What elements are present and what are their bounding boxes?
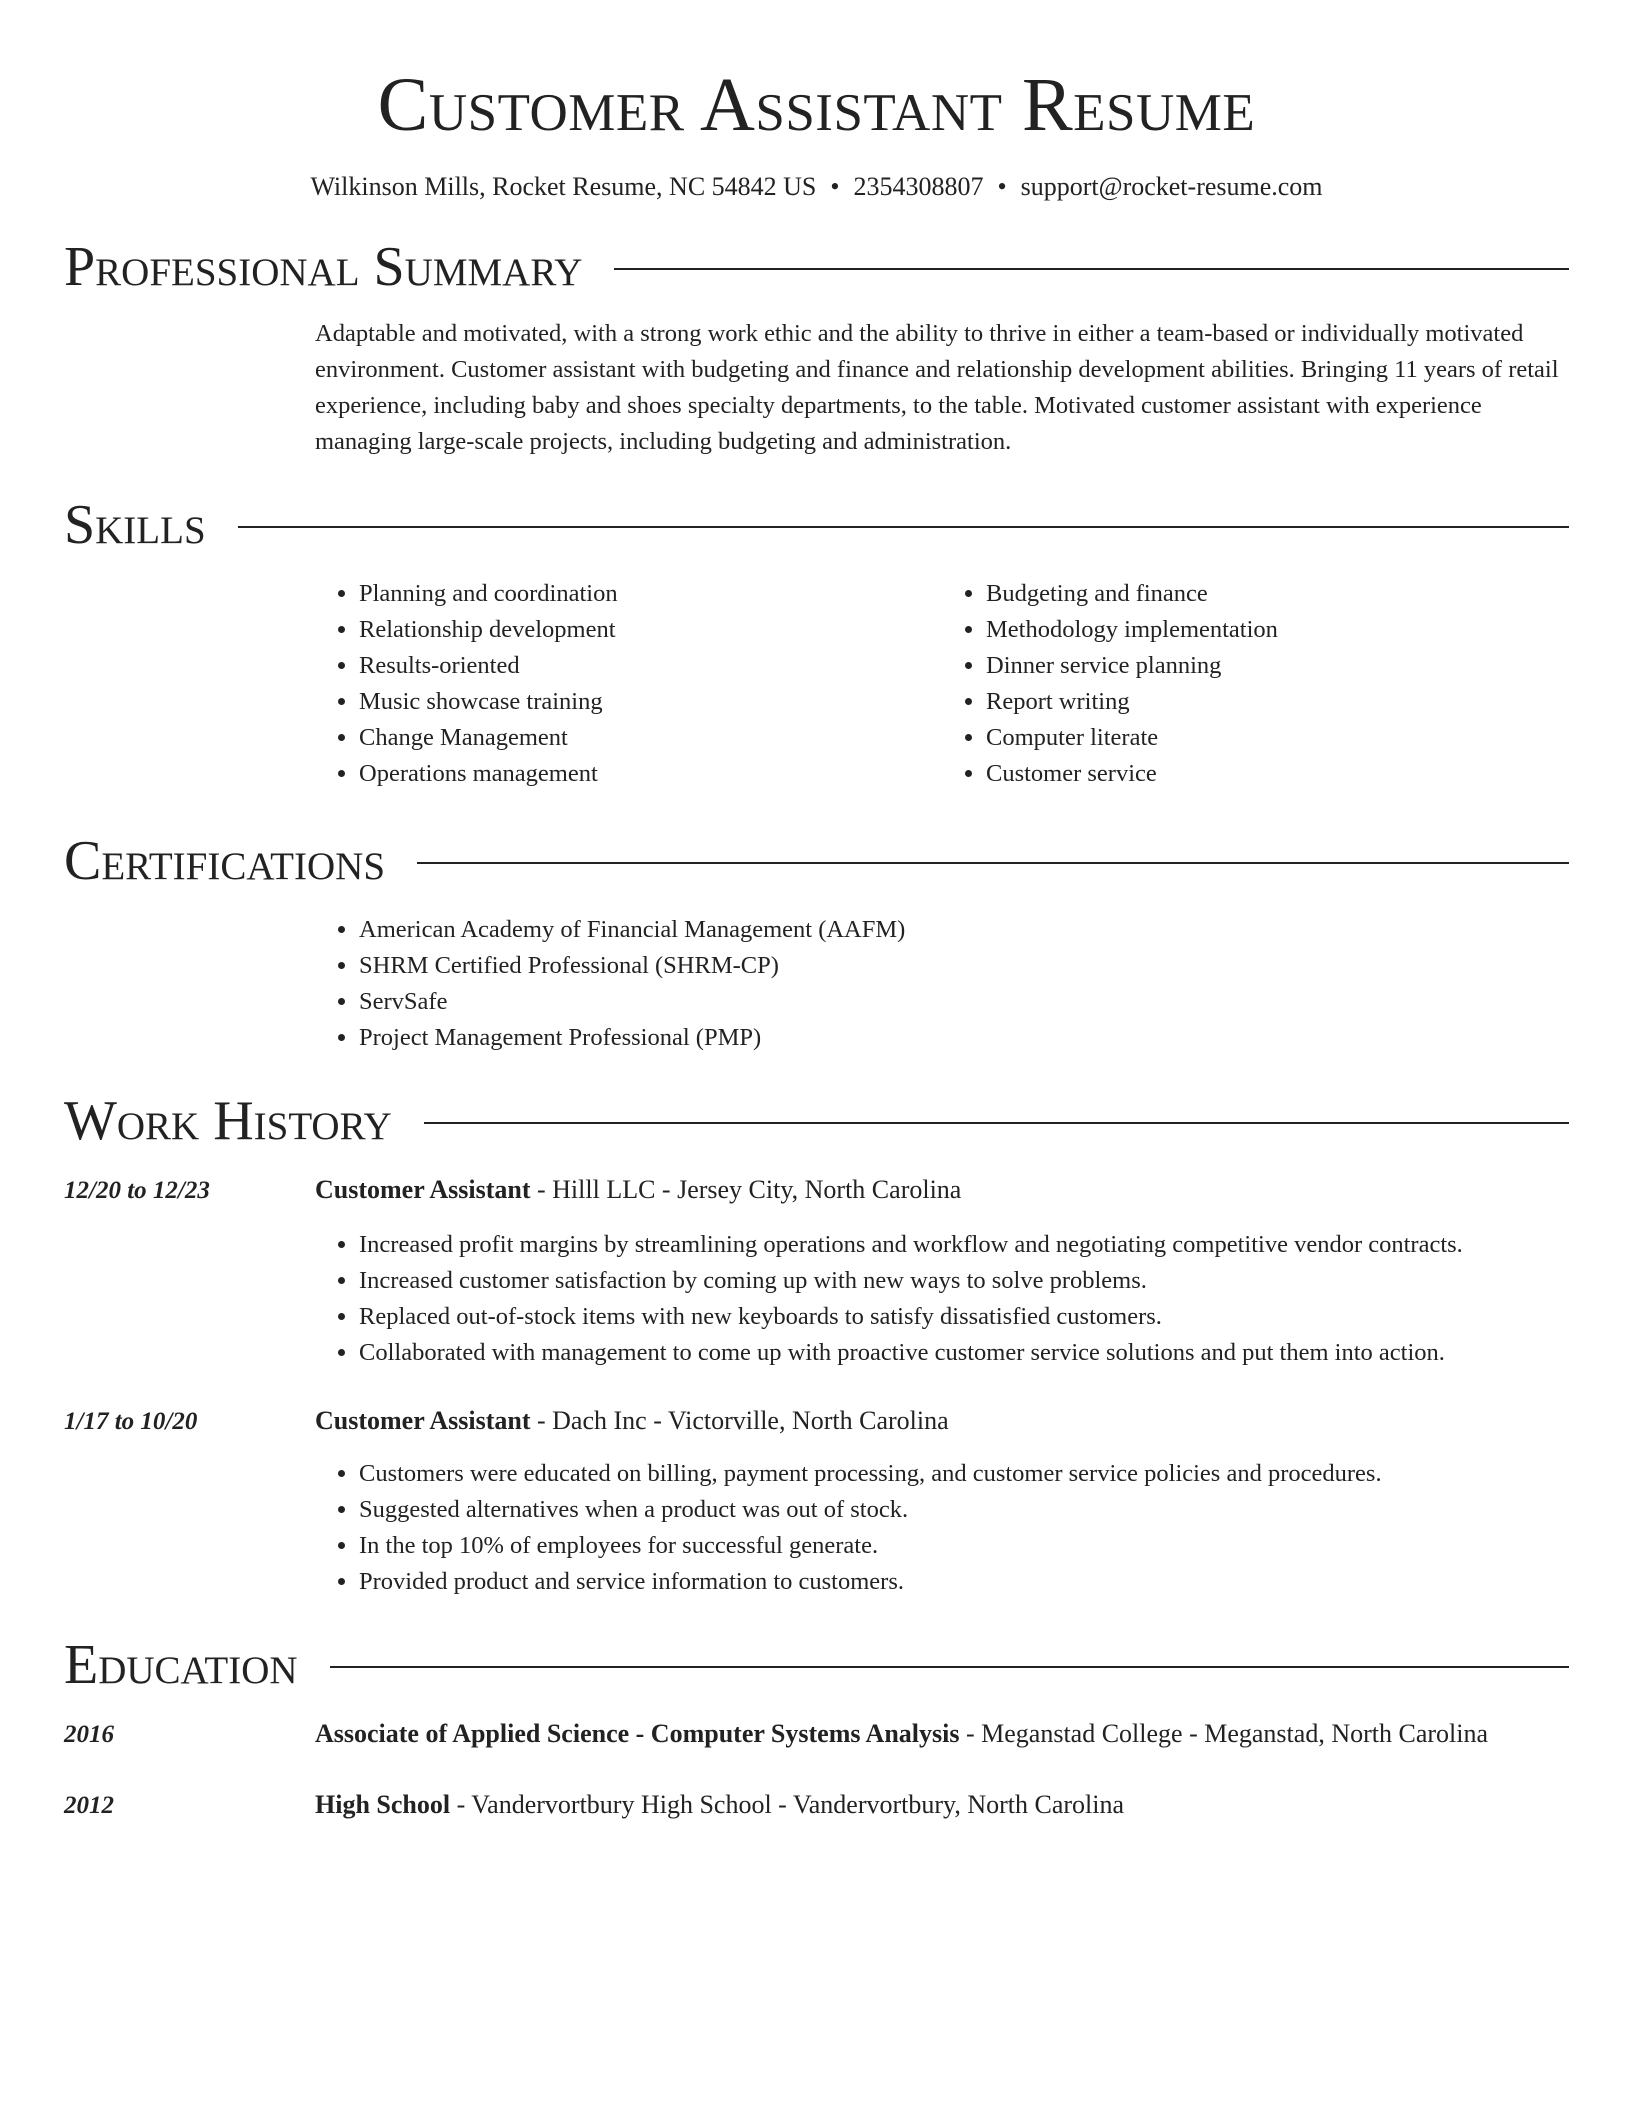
job-company-location: - Dach Inc - Victorville, North Carolina bbox=[530, 1406, 949, 1435]
section-header bbox=[64, 1630, 1569, 1700]
skill-item: • Operations management bbox=[359, 756, 942, 792]
job-bullets bbox=[315, 1227, 1569, 1371]
education-title-line bbox=[315, 1787, 1124, 1823]
section-divider bbox=[417, 862, 1569, 864]
skill-item: • Methodology implementation bbox=[986, 612, 1569, 648]
education-heading: Education bbox=[64, 1634, 298, 1696]
skills-body bbox=[315, 576, 1569, 792]
job-company-location: - Hilll LLC - Jersey City, North Carolina bbox=[530, 1175, 962, 1204]
skill-item: • Report writing bbox=[986, 684, 1569, 720]
skill-item: • Relationship development bbox=[359, 612, 942, 648]
skill-item: • Results-oriented bbox=[359, 648, 942, 684]
section-divider bbox=[614, 268, 1569, 270]
section-divider bbox=[330, 1666, 1569, 1668]
education-degree: Associate of Applied Science - Computer Systems Analysis bbox=[315, 1719, 960, 1748]
education-entry bbox=[64, 1716, 1569, 1753]
job-bullet: • Customers were educated on billing, payment processing, and customer service policies and procedures. bbox=[359, 1456, 1569, 1492]
job-bullet: • Collaborated with management to come up with proactive customer service solutions and put them into action. bbox=[359, 1335, 1569, 1371]
contact-line bbox=[64, 170, 1569, 204]
certifications-heading: Certifications bbox=[64, 830, 386, 892]
job-duties bbox=[315, 1227, 1569, 1371]
job-bullet: • In the top 10% of employees for successful generate. bbox=[359, 1528, 1569, 1564]
education-header bbox=[64, 1716, 1569, 1753]
skill-item: • Music showcase training bbox=[359, 684, 942, 720]
education-header bbox=[64, 1787, 1569, 1824]
section-divider bbox=[238, 526, 1569, 528]
job-dates: 1/17 to 10/20 bbox=[64, 1408, 198, 1435]
section-header bbox=[64, 1086, 1569, 1156]
certification-item: • SHRM Certified Professional (SHRM-CP) bbox=[359, 948, 1569, 984]
section-divider bbox=[424, 1122, 1569, 1124]
section-header bbox=[64, 232, 1569, 302]
skill-item: • Dinner service planning bbox=[986, 648, 1569, 684]
summary-heading: Professional Summary bbox=[64, 236, 583, 298]
skills-heading: Skills bbox=[64, 494, 206, 556]
summary-body bbox=[315, 316, 1569, 460]
section-header bbox=[64, 826, 1569, 896]
skills-list-left bbox=[315, 576, 942, 792]
education-section bbox=[64, 1630, 1569, 1824]
education-entry bbox=[64, 1787, 1569, 1824]
education-title-line bbox=[315, 1716, 1488, 1752]
job-role: Customer Assistant bbox=[315, 1175, 531, 1204]
skill-item: • Budgeting and finance bbox=[986, 576, 1569, 612]
certifications-section bbox=[64, 826, 1569, 1056]
job-bullets bbox=[315, 1456, 1569, 1600]
job-header bbox=[64, 1172, 1569, 1209]
certification-item: • Project Management Professional (PMP) bbox=[359, 1020, 1569, 1056]
certifications-body bbox=[315, 912, 1569, 1056]
education-year: 2016 bbox=[64, 1721, 114, 1748]
work-history-section bbox=[64, 1086, 1569, 1600]
skills-list-right bbox=[942, 576, 1569, 792]
job-bullet: • Increased profit margins by streamlining operations and workflow and negotiating competitive vendor contracts. bbox=[359, 1227, 1569, 1263]
job-entry bbox=[64, 1403, 1569, 1600]
contact-phone: 2354308807 bbox=[853, 172, 984, 201]
skills-section bbox=[64, 490, 1569, 792]
job-entry bbox=[64, 1172, 1569, 1371]
job-header bbox=[64, 1403, 1569, 1440]
summary-section bbox=[64, 232, 1569, 460]
skill-item: • Computer literate bbox=[986, 720, 1569, 756]
job-bullet: • Suggested alternatives when a product was out of stock. bbox=[359, 1492, 1569, 1528]
work-history-heading: Work History bbox=[64, 1090, 392, 1152]
certification-item: • American Academy of Financial Management (AAFM) bbox=[359, 912, 1569, 948]
contact-address: Wilkinson Mills, Rocket Resume, NC 54842 US bbox=[310, 172, 817, 201]
certifications-list bbox=[315, 912, 1569, 1056]
job-bullet: • Provided product and service information to customers. bbox=[359, 1564, 1569, 1600]
summary-text: Adaptable and motivated, with a strong work ethic and the ability to thrive in either a team-based or individually motivated environment. Customer assistant with budgeting and finance and relationship development abilities. Bringing 11 years of retail experience, including baby and shoes specialty departments, to the table. Motivated customer assistant with experience managing large-scale projects, including budgeting and administration. bbox=[315, 320, 1559, 455]
education-school-location: - Vandervortbury High School - Vandervortbury, North Carolina bbox=[450, 1790, 1125, 1819]
contact-separator: • bbox=[830, 172, 840, 201]
skill-item: • Planning and coordination bbox=[359, 576, 942, 612]
job-title-line bbox=[315, 1403, 949, 1439]
certification-item: • ServSafe bbox=[359, 984, 1569, 1020]
contact-separator: • bbox=[997, 172, 1007, 201]
job-title-line bbox=[315, 1172, 961, 1208]
section-header bbox=[64, 490, 1569, 560]
skill-item: • Customer service bbox=[986, 756, 1569, 792]
education-degree: High School bbox=[315, 1790, 451, 1819]
job-role: Customer Assistant bbox=[315, 1406, 531, 1435]
job-bullet: • Replaced out-of-stock items with new keyboards to satisfy dissatisfied customers. bbox=[359, 1299, 1569, 1335]
job-duties bbox=[315, 1456, 1569, 1600]
skill-item: • Change Management bbox=[359, 720, 942, 756]
job-dates: 12/20 to 12/23 bbox=[64, 1177, 210, 1204]
resume-page bbox=[64, 0, 1569, 1824]
contact-email: support@rocket-resume.com bbox=[1020, 172, 1323, 201]
education-school-location: - Meganstad College - Meganstad, North Carolina bbox=[959, 1719, 1488, 1748]
resume-title: Customer Assistant Resume bbox=[377, 63, 1256, 147]
job-bullet: • Increased customer satisfaction by coming up with new ways to solve problems. bbox=[359, 1263, 1569, 1299]
education-year: 2012 bbox=[64, 1792, 114, 1819]
